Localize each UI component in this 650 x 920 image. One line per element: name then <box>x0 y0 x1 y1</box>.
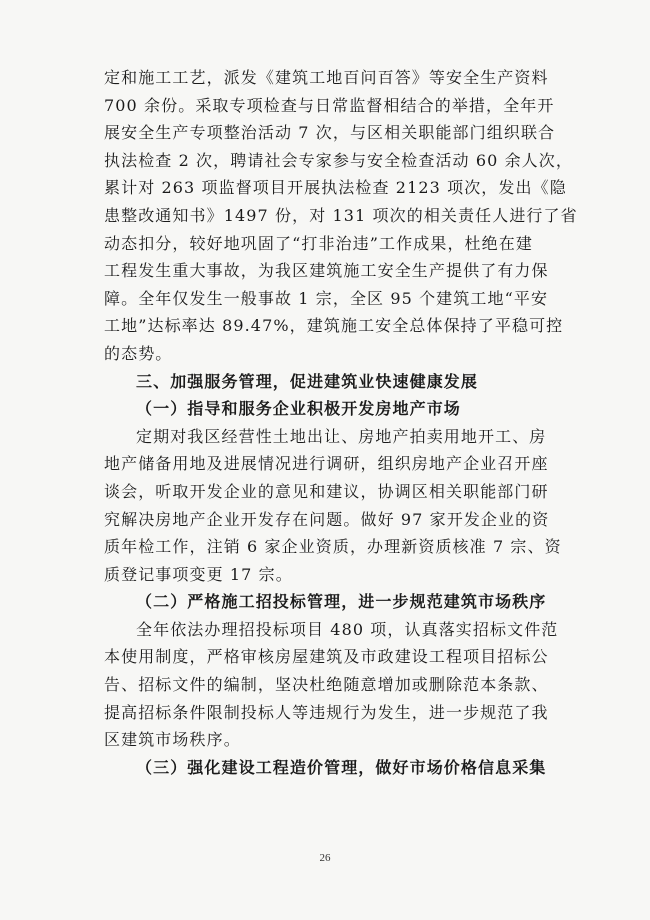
document-body <box>104 64 578 781</box>
text-line: 定和施工工艺，派发《建筑工地百问百答》等安全生产资料 <box>104 68 549 87</box>
text-line: 提高招标条件限制投标人等违规行为发生，进一步规范了我 <box>104 702 549 722</box>
section-heading: （二）严格施工招投标管理，进一步规范建筑市场秩序 <box>136 592 547 612</box>
text-line: 本使用制度，严格审核房屋建筑及市政建设工程项目招标公 <box>104 647 549 667</box>
text-line: 动态扣分，较好地巩固了“打非治违”工作成果，杜绝在建 <box>104 233 533 253</box>
text-line: 质登记事项变更 17 宗。 <box>104 564 293 584</box>
text-line: 谈会，听取开发企业的意见和建议，协调区相关职能部门研 <box>104 481 549 501</box>
section-heading: 三、加强服务管理，促进建筑业快速健康发展 <box>136 371 479 391</box>
text-line: 患整改通知书》1497 份，对 131 项次的相关责任人进行了省 <box>104 205 578 225</box>
text-line: 质年检工作，注销 6 家企业资质，办理新资质核准 7 宗、资 <box>104 537 562 557</box>
text-line: 地产储备用地及进展情况进行调研，组织房地产企业召开座 <box>104 454 549 474</box>
text-line: 的态势。 <box>104 343 173 363</box>
text-line: 究解决房地产企业开发存在问题。做好 97 家开发企业的资 <box>104 509 550 529</box>
section-heading: （三）强化建设工程造价管理，做好市场价格信息采集 <box>136 757 547 777</box>
text-line: 全年依法办理招投标项目 480 项，认真落实招标文件范 <box>136 619 559 639</box>
text-line: 定期对我区经营性土地出让、房地产拍卖用地开工、房 <box>136 426 547 446</box>
text-line: 工程发生重大事故，为我区建筑施工安全生产提供了有力保 <box>104 261 549 281</box>
text-line: 告、招标文件的编制，坚决杜绝随意增加或删除范本条款、 <box>104 675 549 695</box>
text-line: 工地”达标率达 89.47%，建筑施工安全总体保持了平稳可控 <box>104 316 564 336</box>
text-line: 区建筑市场秩序。 <box>104 730 241 750</box>
section-heading: （一）指导和服务企业积极开发房地产市场 <box>136 399 461 419</box>
text-line: 700 余份。采取专项检查与日常监督相结合的举措，全年开 <box>104 95 555 115</box>
text-line: 障。全年仅发生一般事故 1 宗，全区 95 个建筑工地“平安 <box>104 288 549 308</box>
text-line: 执法检查 2 次，聘请社会专家参与安全检查活动 60 余人次， <box>104 150 573 170</box>
page-number: 26 <box>319 852 331 864</box>
text-line: 展安全生产专项整治活动 7 次，与区相关职能部门组织联合 <box>104 123 556 143</box>
text-line: 累计对 263 项监督项目开展执法检查 2123 项次，发出《隐 <box>104 178 567 198</box>
